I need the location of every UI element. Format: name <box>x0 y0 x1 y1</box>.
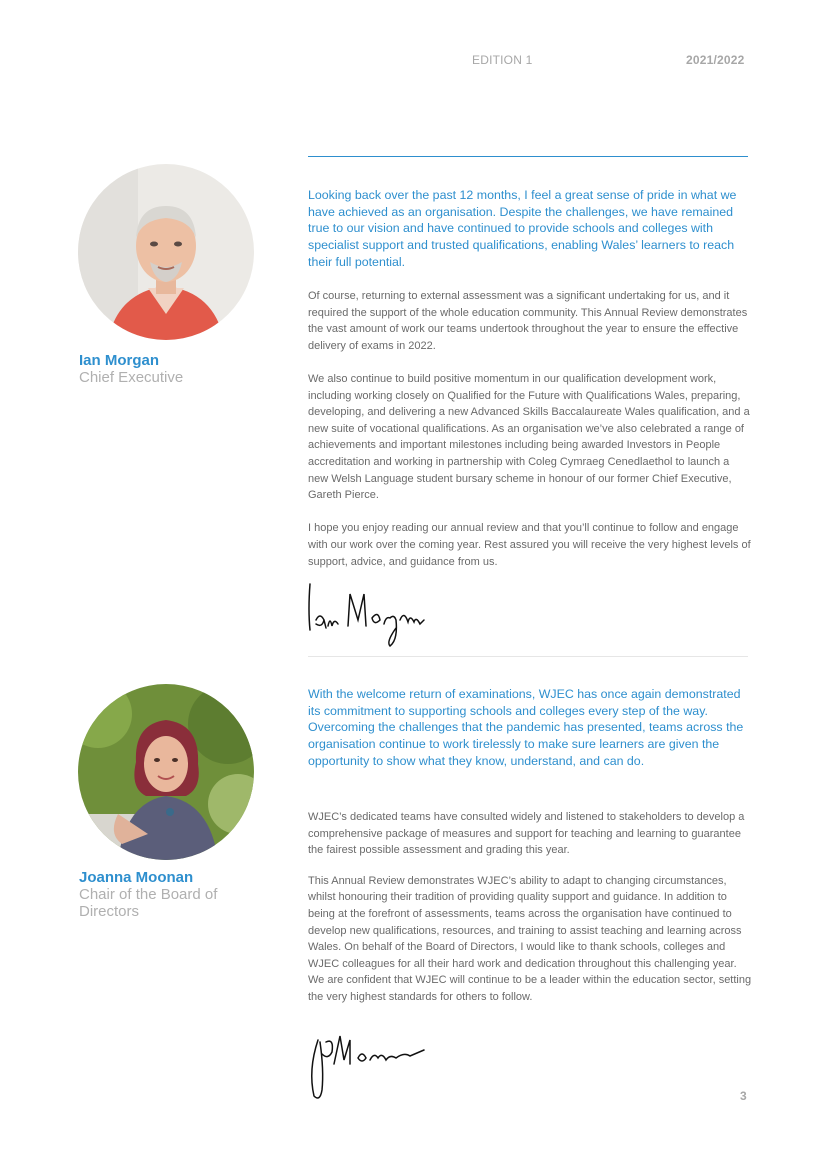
top-divider <box>308 156 748 157</box>
body-paragraph-1: Of course, returning to external assessment was a significant undertaking for us, and it required the support of the whole education community. This Annual Review demonstrates the vast amount of work our teams undertook throughout the year to ensure the effective delivery of exams in 2022. <box>308 290 748 352</box>
lead-paragraph: With the welcome return of examinations, WJEC has once again demonstrated its commitment to supporting schools and colleges every step of the way. Overcoming the challenges that the pandemic has presented, teams across the organisation continue to work tirelessly to make sure learners are given the opportunity to show what they know, understand, and can do. <box>308 687 744 768</box>
lead-paragraph: Looking back over the past 12 months, I feel a great sense of pride in what we have achieved as an organisation. Despite the challenges, we have remained true to our vision and have continued to provide schools and colleges with specialist support and trusted qualifications, enabling Wales’ learners to reach their full potential. <box>308 188 737 269</box>
joanna-moonan-body <box>308 809 752 1006</box>
ian-morgan-portrait <box>78 164 254 340</box>
joanna-moonan-lead-quote <box>308 686 748 770</box>
edition-label: EDITION 1 <box>472 53 533 67</box>
body-paragraph-2: This Annual Review demonstrates WJEC’s ability to adapt to changing circumstances, whilst honouring their tradition of providing quality support and guidance. In addition to being at the forefront of assessments, teams across the organisation have continued to develop new qualifications, resources, and training to assist teaching and learning across Wales. On behalf of the Board of Directors, I would like to thank schools, colleges and WJEC colleagues for all their hard work and dedication throughout this challenging year. We are confident that WJEC will continue to be a leader within the education sector, setting the very highest standards for others to follow. <box>308 874 752 1003</box>
page-number: 3 <box>740 1089 747 1103</box>
ian-morgan-name: Ian Morgan <box>79 352 160 369</box>
section-divider <box>308 656 748 657</box>
ian-morgan-body <box>308 288 752 570</box>
ian-morgan-lead-quote <box>308 187 748 271</box>
joanna-moonan-portrait <box>78 684 254 860</box>
joanna-moonan-role: Chair of the Board of Directors <box>79 886 218 920</box>
body-paragraph-3: I hope you enjoy reading our annual review and that you’ll continue to follow and engage with our work over the coming year. Rest assured you will receive the very highest levels of support, advice, and guidance from us. <box>308 522 751 568</box>
joanna-moonan-name: Joanna Moonan <box>79 869 194 886</box>
body-paragraph-1: WJEC’s dedicated teams have consulted widely and listened to stakeholders to develop a comprehensive package of measures and support for teaching and learning to guarantee the fairest possible assessment and grading this year. <box>308 811 745 857</box>
ian-morgan-signature <box>304 580 432 655</box>
joanna-moonan-signature <box>304 1030 430 1109</box>
body-paragraph-2: We also continue to build positive momentum in our qualification development work, including working closely on Qualified for the Future with Qualifications Wales, preparing, developing, and delivering a new Advanced Skills Baccalaureate Wales qualification, and a new suite of vocational qualifications. As an organisation we’ve also celebrated a range of achievements and important milestones including being awarded Investors in People accreditation and working in partnership with Coleg Cymraeg Cenedlaethol to launch a new Welsh Language student bursary scheme in honour of our former Chief Executive, Gareth Pierce. <box>308 372 750 502</box>
year-label: 2021/2022 <box>686 53 745 67</box>
ian-morgan-role: Chief Executive <box>79 369 184 386</box>
